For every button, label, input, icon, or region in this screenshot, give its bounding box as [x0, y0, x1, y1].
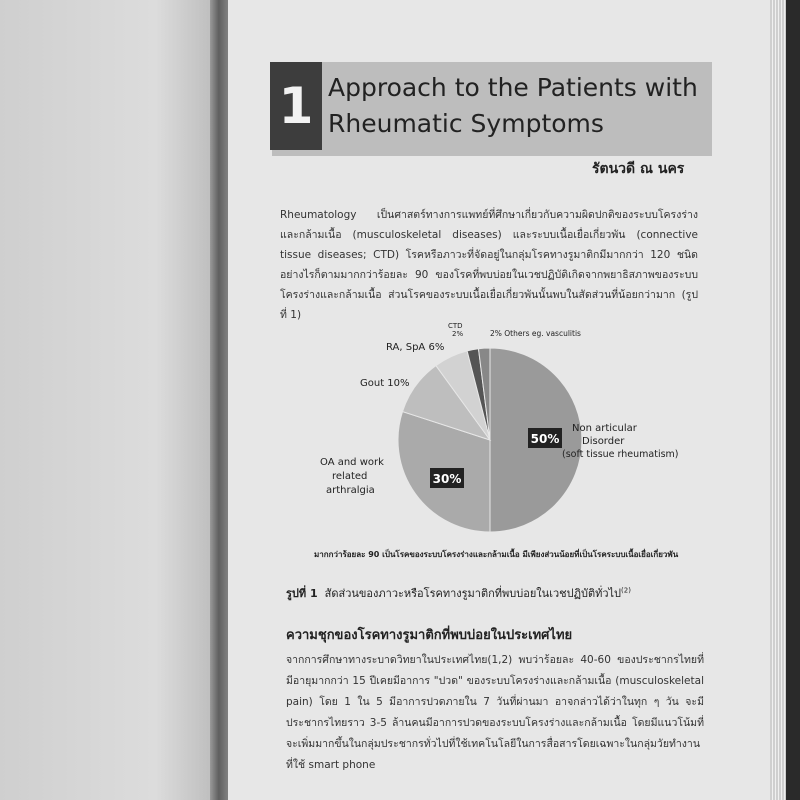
label-non-articular-2: Disorder	[582, 436, 625, 447]
chapter-number: 1	[270, 62, 322, 150]
label-gout: Gout 10%	[360, 378, 410, 389]
label-others: 2% Others eg. vasculitis	[490, 329, 581, 338]
label-oa-2: related	[332, 471, 368, 482]
label-oa-3: arthralgia	[326, 485, 375, 496]
label-ra: RA, SpA 6%	[386, 342, 445, 353]
chapter-title-line2: Rheumatic Symptoms	[328, 109, 604, 138]
page-edges	[770, 0, 786, 800]
label-50-pct: 50%	[530, 432, 560, 446]
intro-paragraph: Rheumatology เป็นศาสตร์ทางการแพทย์ที่ศึกษาเกี่ยวกับความผิดปกติของระบบโครงร่างและกล้ามเนื้อ (musculoskeletal diseases) และระบบเนื้อเยื่อเกี่ยวพัน (connective tissue diseases; CTD) โรคหรือภาวะที่จัดอยู่ในกลุ่มโรคทางรูมาติกมีมากกว่า 120 ชนิด อย่างไรก็ตามมากกว่าร้อยละ 90 ของโรคที่พบบ่อยในเวชปฏิบัติเกิดจากพยาธิสภาพของระบบโครงร่างและกล้ามเนื้อ ส่วนโรคของระบบเนื้อเยื่อเกี่ยวพันนั้นพบในสัดส่วนที่น้อยกว่ามาก (รูปที่ 1)	[280, 209, 698, 321]
label-oa-1: OA and work	[320, 457, 384, 468]
chapter-title-line1: Approach to the Patients with	[328, 73, 698, 102]
label-non-articular-1: Non articular	[572, 423, 637, 434]
label-30-pct: 30%	[432, 472, 462, 486]
section-paragraph: จากการศึกษาทางระบาดวิทยาในประเทศไทย(1,2) พบว่าร้อยละ 40-60 ของประชากรไทยที่มีอายุมากกว่า 15 ปีเคยมีอาการ "ปวด" ของระบบโครงร่างและกล้ามเนื้อ (musculoskeletal pain) โดย 1 ใน 5 มีอาการปวดภายใน 7 วันที่ผ่านมา อาจกล่าวได้ว่าในทุก ๆ วัน จะมีประชากรไทยราว 3-5 ล้านคนมีอาการปวดของระบบโครงร่างและกล้ามเนื้อ โดยมีแนวโน้มที่จะเพิ่มมากขึ้นในกลุ่มประชากรทั่วไปที่ใช้เทคโนโลยีในการสื่อสารโดยเฉพาะในกลุ่มวัยทำงานที่ใช้ smart phone	[286, 654, 704, 771]
figure-caption-ref: (2)	[621, 586, 631, 595]
figure-caption-label: รูปที่ 1	[286, 587, 318, 600]
label-ctd-pct: 2%	[452, 330, 464, 338]
label-ctd-name: CTD	[448, 322, 463, 330]
section-heading: ความชุกของโรคทางรูมาติกที่พบบ่อยในประเทศไทย	[286, 628, 573, 643]
left-page	[0, 0, 222, 800]
pie-chart	[272, 320, 712, 555]
chart-note: มากกว่าร้อยละ 90 เป็นโรคของระบบโครงร่างและกล้ามเนื้อ มีเพียงส่วนน้อยที่เป็นโรคระบบเนื้อเยื่อเกี่ยวพัน	[314, 550, 679, 559]
label-non-articular-3: (soft tissue rheumatism)	[562, 449, 679, 460]
chapter-title	[328, 70, 708, 142]
chapter-author: รัตนวดี ณ นคร	[592, 161, 685, 177]
figure-caption-text: สัดส่วนของภาวะหรือโรคทางรูมาติกที่พบบ่อยในเวชปฏิบัติทั่วไป	[324, 587, 622, 600]
figure-caption	[286, 584, 631, 602]
